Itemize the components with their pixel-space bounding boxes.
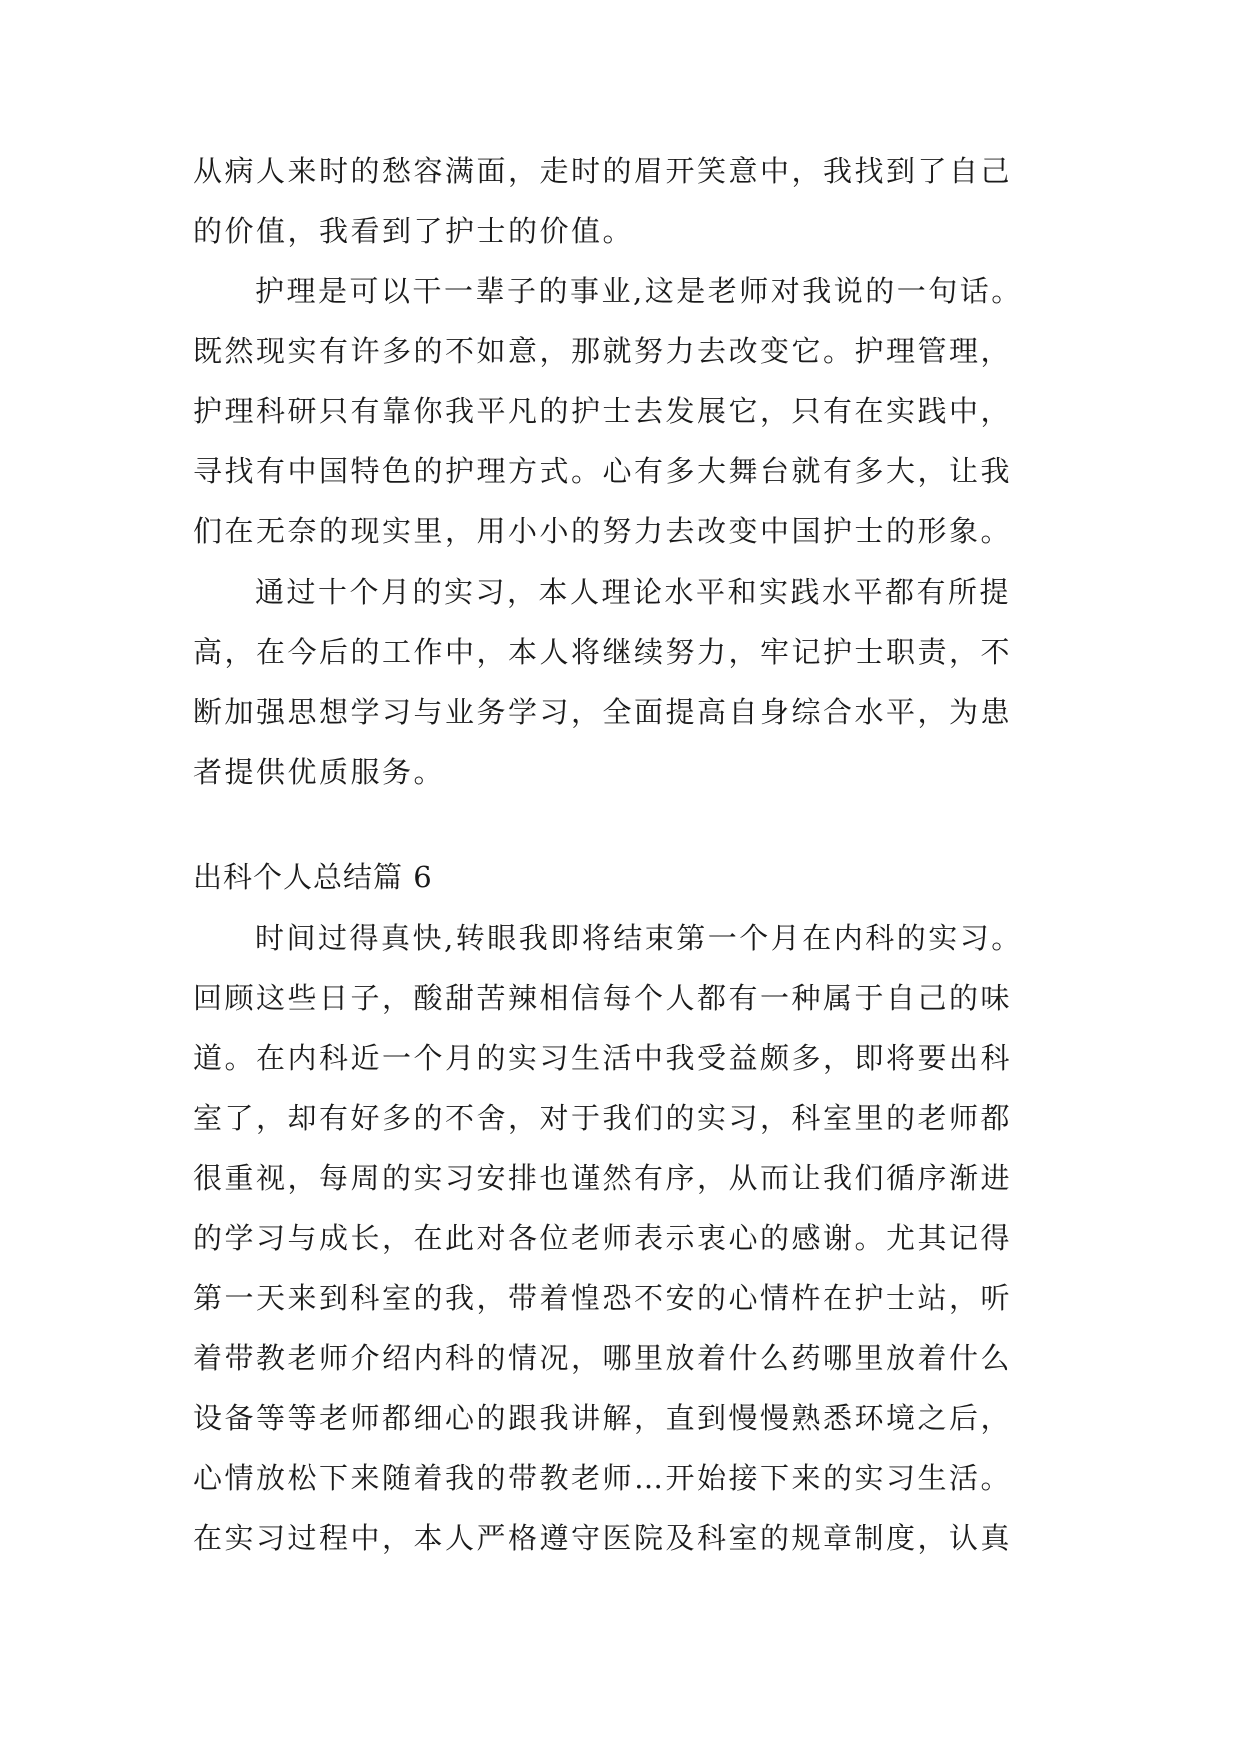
paragraph-line: 寻找有中国特色的护理方式。心有多大舞台就有多大，让我 [193,454,1013,488]
paragraph-line: 设备等等老师都细心的跟我讲解，直到慢慢熟悉环境之后， [193,1401,1013,1435]
paragraph-line: 的学习与成长，在此对各位老师表示衷心的感谢。尤其记得 [193,1221,1013,1255]
paragraph-line: 者提供优质服务。 [193,755,446,789]
paragraph-line: 护理是可以干一辈子的事业,这是老师对我说的一句话。 [255,274,1023,308]
paragraph-line: 很重视，每周的实习安排也谨然有序，从而让我们循序渐进 [193,1161,1013,1195]
paragraph-line: 第一天来到科室的我，带着惶恐不安的心情杵在护士站，听 [193,1281,1013,1315]
paragraph-line: 高，在今后的工作中，本人将继续努力，牢记护士职责，不 [193,635,1013,669]
section-heading: 出科个人总结篇 6 [193,860,433,894]
paragraph-line: 们在无奈的现实里，用小小的努力去改变中国护士的形象。 [193,514,1013,548]
paragraph-line: 在实习过程中，本人严格遵守医院及科室的规章制度，认真 [193,1521,1013,1555]
paragraph-line: 断加强思想学习与业务学习，全面提高自身综合水平，为患 [193,695,1013,729]
paragraph-line: 的价值，我看到了护士的价值。 [193,214,635,248]
paragraph-line: 从病人来时的愁容满面，走时的眉开笑意中，我找到了自己 [193,154,1013,188]
paragraph-line: 着带教老师介绍内科的情况，哪里放着什么药哪里放着什么 [193,1341,1013,1375]
paragraph-line: 心情放松下来随着我的带教老师…开始接下来的实习生活。 [193,1461,1013,1495]
paragraph-line: 护理科研只有靠你我平凡的护士去发展它，只有在实践中， [193,394,1013,428]
paragraph-line: 室了，却有好多的不舍，对于我们的实习，科室里的老师都 [193,1101,1013,1135]
paragraph-line: 时间过得真快,转眼我即将结束第一个月在内科的实习。 [255,921,1023,955]
paragraph-line: 通过十个月的实习，本人理论水平和实践水平都有所提 [255,575,1012,609]
paragraph-line: 回顾这些日子，酸甜苦辣相信每个人都有一种属于自己的味 [193,981,1013,1015]
paragraph-line: 道。在内科近一个月的实习生活中我受益颇多，即将要出科 [193,1041,1013,1075]
paragraph-line: 既然现实有许多的不如意，那就努力去改变它。护理管理， [193,334,1013,368]
